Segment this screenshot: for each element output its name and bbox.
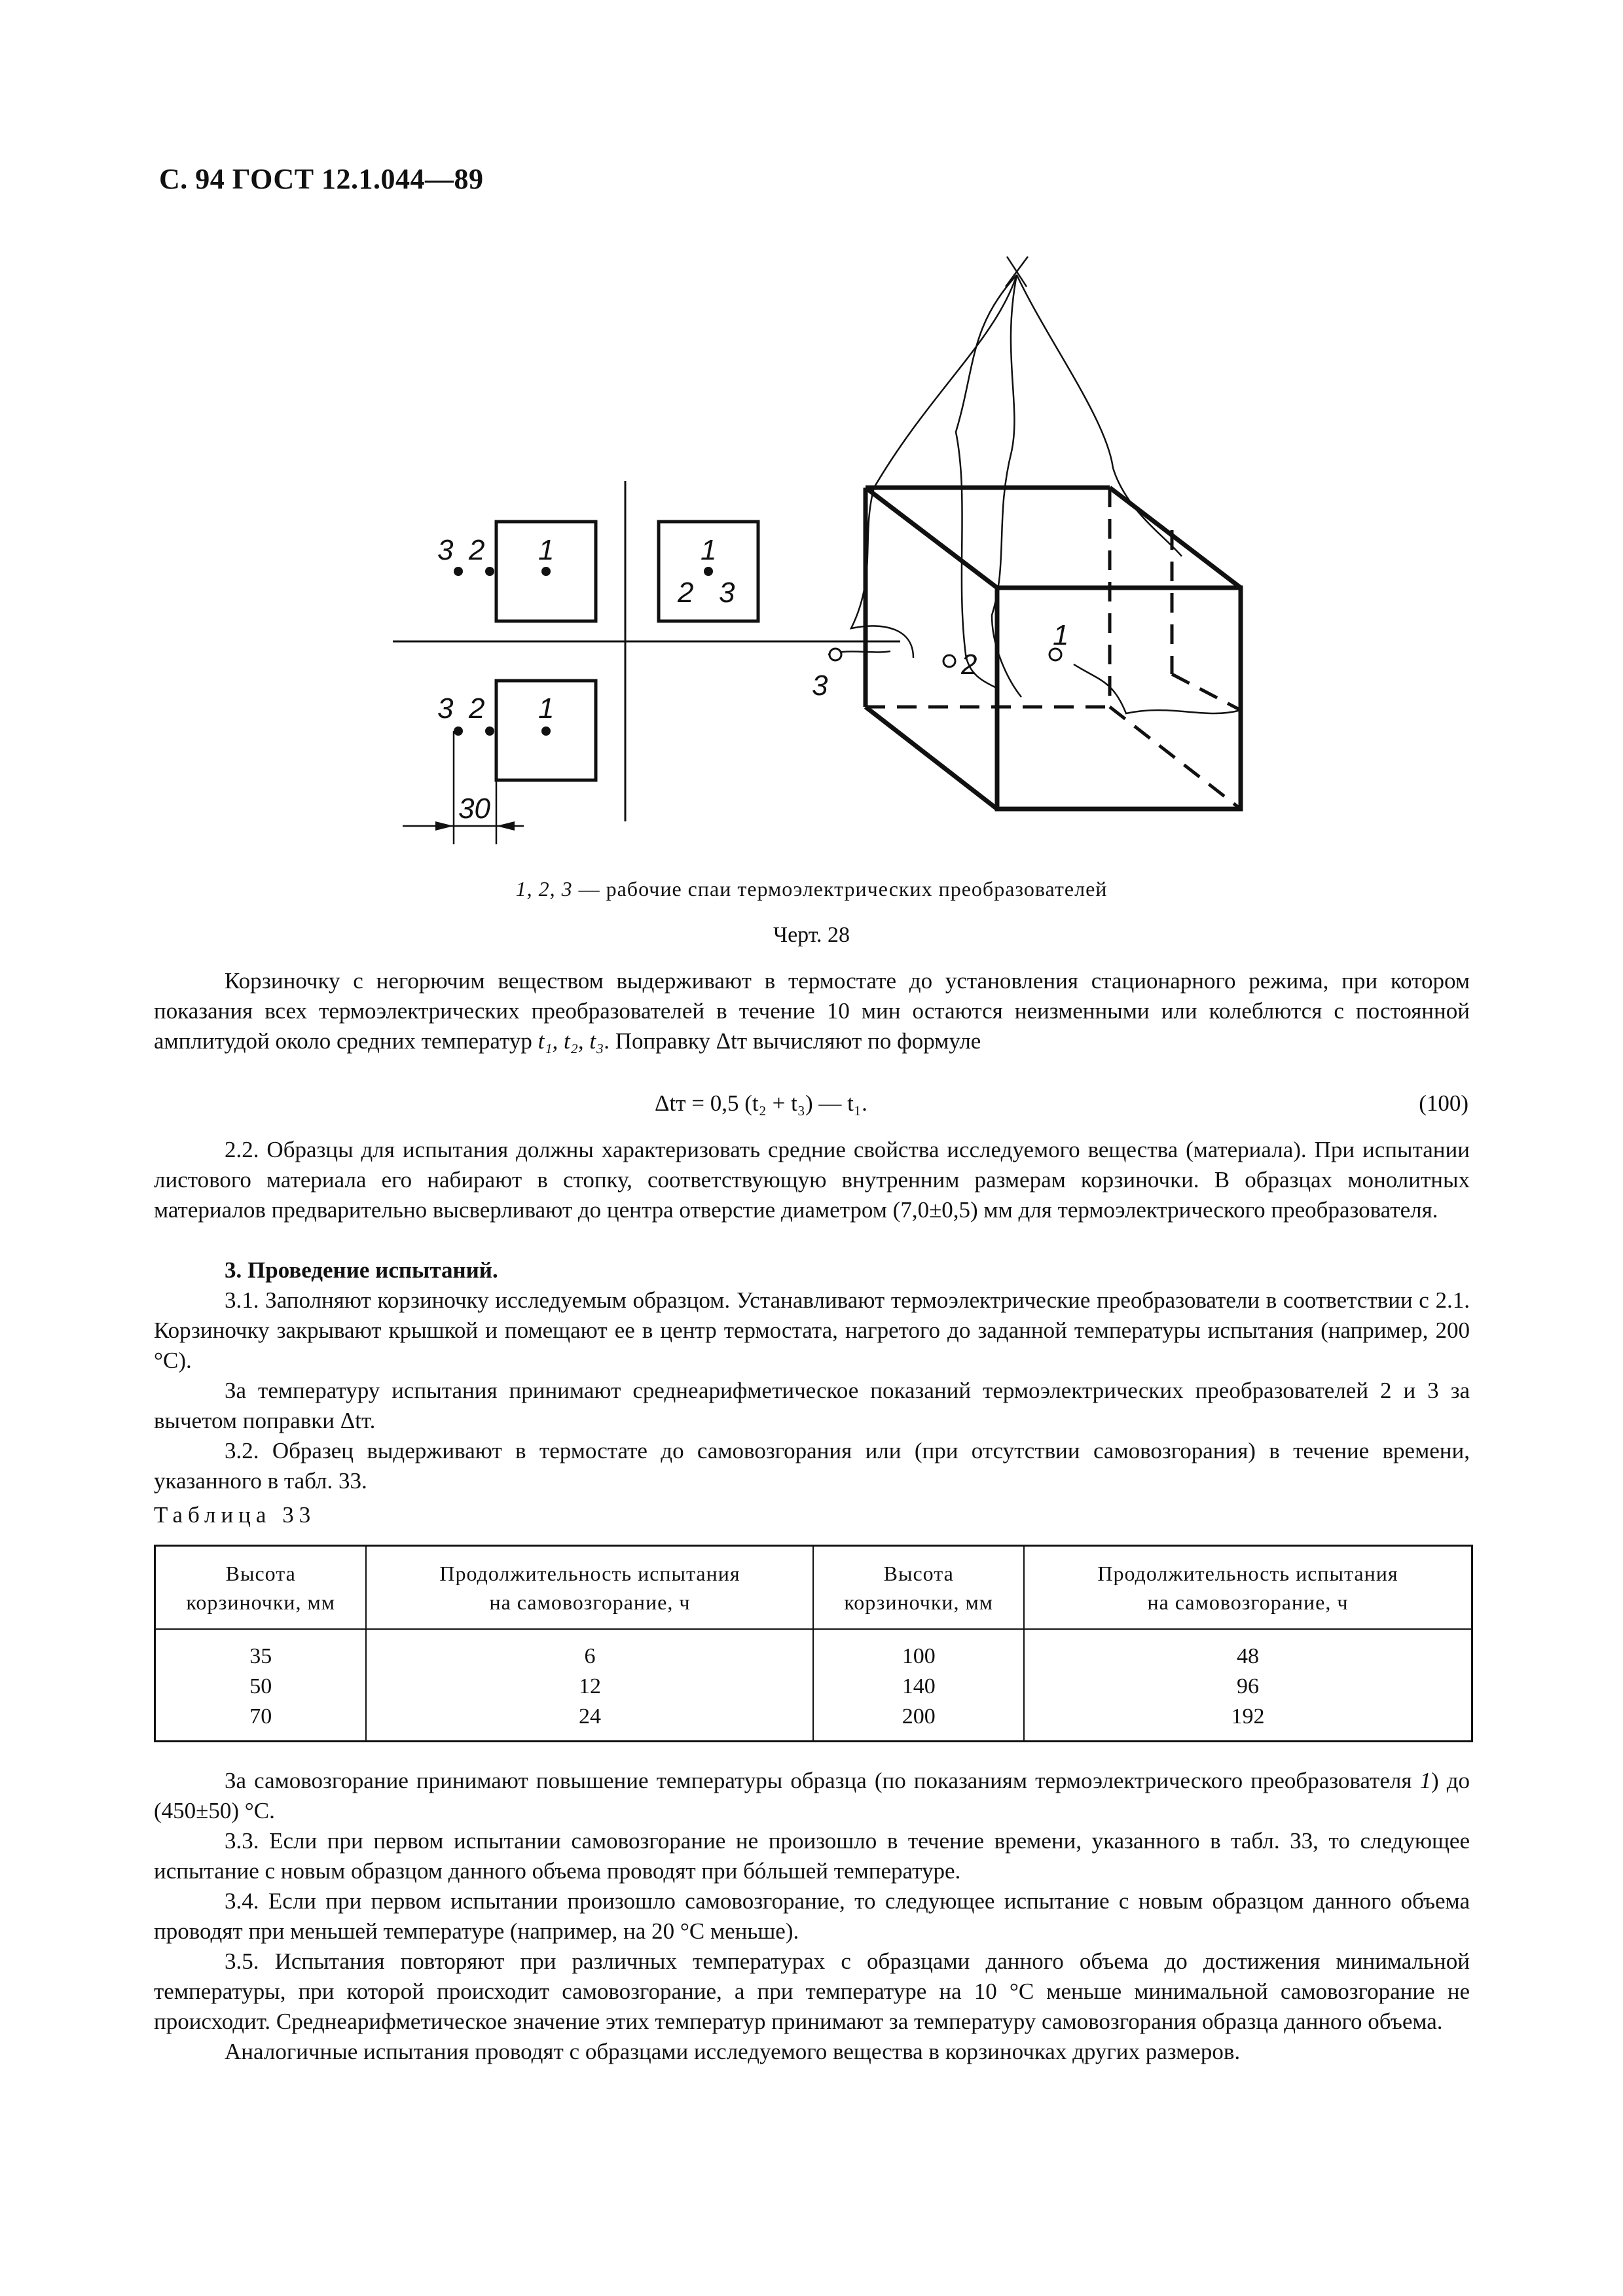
figure-title: Черт. 28	[773, 923, 850, 947]
dimension-label: 30	[458, 793, 490, 825]
paragraph-final: Аналогичные испытания проводят с образцами исследуемого вещества в корзиночках других размеров.	[225, 2039, 1241, 2064]
paragraph-3-1-continued: За температуру испытания принимают среднеарифметическое показаний термоэлектрических преобразователей 2 и 3 за вычетом поправки Δtт.	[154, 1378, 1470, 1433]
table-header-cell: Продолжительность испытания на самовозгорание, ч	[366, 1547, 813, 1629]
table-cell: 48 96 192	[1231, 1644, 1265, 1729]
figure-drawing-28	[380, 249, 1309, 864]
table-33	[154, 1545, 1473, 1742]
cube-label: 3	[812, 670, 828, 702]
paragraph-text: Корзиночку с негорючим веществом выдерживают в термостате до установления стационарного режима, при котором показания всех термоэлектрических преобразователей в течение 10 мин остаются неизменными или колеблются с постоянной амплитудой около средних температур	[154, 968, 1470, 1054]
plan-label: 1	[538, 534, 555, 566]
basket-cube	[828, 257, 1241, 809]
thermocouple-ref: 1	[1419, 1768, 1431, 1793]
temperature-symbols: t₁, t₂, t₃	[538, 1028, 604, 1054]
plan-label: 3	[719, 577, 735, 609]
formula-100	[0, 1090, 1623, 1121]
paragraph-3-2: 3.2. Образец выдерживают в термостате до самовозгорания или (при отсутствии самовозгорания) в течение времени, указанного в табл. 33.	[154, 1438, 1470, 1494]
formula-number: (100)	[1419, 1090, 1468, 1116]
paragraph-text: . Поправку Δtт вычисляют по формуле	[604, 1028, 981, 1054]
paragraph-2-1-end	[154, 966, 1470, 1056]
paragraph-3-5: 3.5. Испытания повторяют при различных температурах с образцами данного объема до достижения минимальной температуры, при которой происходит самовозгорание, а при температуре на 10 °С меньше минимальной самовозгорание не происходит. Среднеарифметическое значение этих температур принимают за температуру самовозгорания образца данного объема.	[154, 1948, 1470, 2034]
table-header-row	[156, 1547, 1471, 1629]
paragraph-text: ) до (450±50) °С.	[154, 1768, 1470, 1823]
table-header-cell: Высота корзиночки, мм	[813, 1547, 1023, 1629]
page-header: С. 94 ГОСТ 12.1.044—89	[159, 163, 484, 195]
figure-caption	[0, 877, 1623, 901]
formula-expression: Δtт = 0,5 (t₂ + t₃) — t₁.	[655, 1090, 867, 1116]
plan-label: 3	[437, 692, 454, 725]
caption-dash: —	[572, 877, 606, 901]
table-title: Таблица 33	[154, 1502, 316, 1528]
cube-label: 1	[1053, 619, 1069, 651]
cube-labels	[812, 619, 1068, 702]
cube-label: 2	[961, 649, 977, 681]
paragraph-2-2: 2.2. Образцы для испытания должны характеризовать средние свойства исследуемого вещества (материала). При испытании листового материала его набирают в стопку, соответствующую внутренним размерам корзиночки. В образцах монолитных материалов предварительно высверливают до центра отверстие диаметром (7,0±0,5) мм для термоэлектрического преобразователя.	[154, 1137, 1470, 1223]
table-cell: 100 140 200	[813, 1629, 1023, 1740]
paragraph-text: За самовозгорание принимают повышение температуры образца (по показаниям термоэлектрического преобразователя	[225, 1768, 1420, 1793]
table-cell: 6 12 24	[366, 1629, 813, 1740]
plan-label: 1	[701, 534, 717, 566]
table-header-cell: Продолжительность испытания на самовозгорание, ч	[1024, 1547, 1471, 1629]
paragraph-3-3: 3.3. Если при первом испытании самовозгорание не произошло в течение времени, указанного в табл. 33, то следующее испытание с новым образцом данного объема проводят при бóльшей температуре.	[154, 1828, 1470, 1884]
plan-label: 2	[469, 692, 485, 725]
plan-label: 2	[678, 577, 694, 609]
paragraph-3-4: 3.4. Если при первом испытании произошло самовозгорание, то следующее испытание с новым образцом данного объема проводят при меньшей температуре (например, на 20 °С меньше).	[154, 1888, 1470, 1944]
caption-items: 1, 2, 3	[515, 877, 573, 901]
paragraph-3-1: 3.1. Заполняют корзиночку исследуемым образцом. Устанавливают термоэлектрические преобразователи в соответствии с 2.1. Корзиночку закрывают крышкой и помещают ее в центр термостата, нагретого до заданной температуры испытания (например, 200 °С).	[154, 1287, 1470, 1373]
caption-text: рабочие спаи термоэлектрических преобразователей	[606, 877, 1108, 901]
table-body-row	[156, 1629, 1471, 1740]
plan-label: 1	[538, 692, 555, 725]
plan-label: 2	[469, 534, 485, 566]
section-3-title: 3. Проведение испытаний.	[225, 1257, 498, 1283]
paragraph-self-ignition-definition	[154, 1766, 1470, 1826]
plan-label: 3	[437, 534, 454, 566]
table-header-cell: Высота корзиночки, мм	[156, 1547, 366, 1629]
table-cell: 35 50 70	[156, 1629, 366, 1740]
